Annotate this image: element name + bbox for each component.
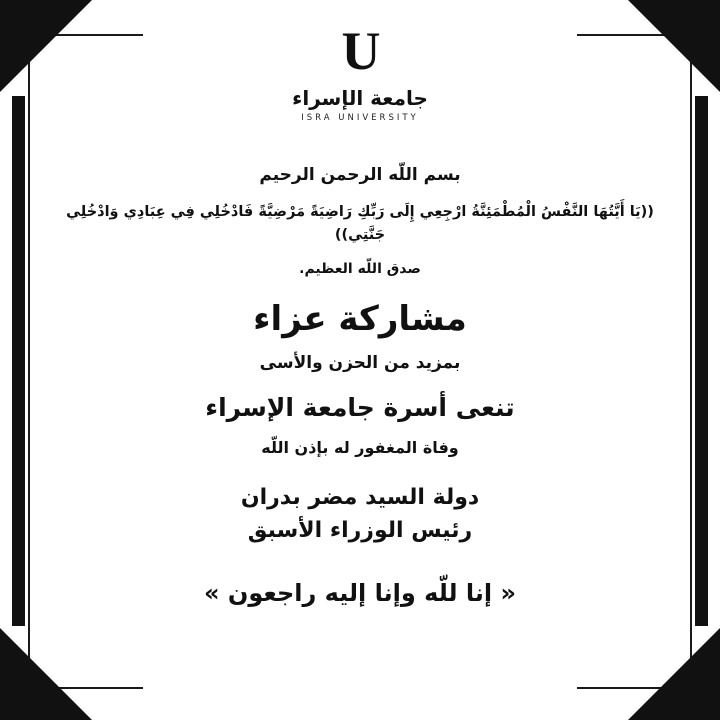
mourning-corner-bottom-left bbox=[0, 628, 92, 720]
logo-name-english: ISRA UNIVERSITY bbox=[301, 113, 419, 123]
mourning-corner-bottom-right bbox=[628, 628, 720, 720]
death-announcement-line: وفاة المغفور له بإذن اللّه bbox=[261, 438, 459, 458]
verse-attribution: صدق اللّه العظيم. bbox=[299, 261, 421, 278]
deceased-name: دولة السيد مضر بدران bbox=[240, 485, 480, 511]
logo-u-icon: U bbox=[341, 21, 379, 81]
mourning-corner-top-left bbox=[0, 0, 92, 92]
organization-line: تنعى أسرة جامعة الإسراء bbox=[205, 393, 515, 423]
closing-prayer: « إنا للّه وإنا إليه راجعون » bbox=[204, 579, 516, 608]
logo-name-arabic: جامعة الإسراء bbox=[292, 86, 428, 110]
deceased-title: رئيس الوزراء الأسبق bbox=[247, 518, 473, 544]
basmala-text: بسم اللّه الرحمن الرحيم bbox=[259, 165, 461, 185]
mourning-corner-top-right bbox=[628, 0, 720, 92]
quran-verse: ((يَا أَيَّتُهَا النَّفْسُ الْمُطْمَئِنَّةُ ارْجِعِي إِلَى رَبِّكِ رَاضِيَةً مَرْضِيَّةً فَادْخُلِي فِي عِبَادِي وَادْخُلِي جَنَّتِي)) bbox=[66, 204, 654, 244]
university-logo bbox=[60, 21, 660, 123]
page-title: مشاركة عزاء bbox=[253, 299, 467, 340]
subtitle-text: بمزيد من الحزن والأسى bbox=[259, 353, 461, 374]
